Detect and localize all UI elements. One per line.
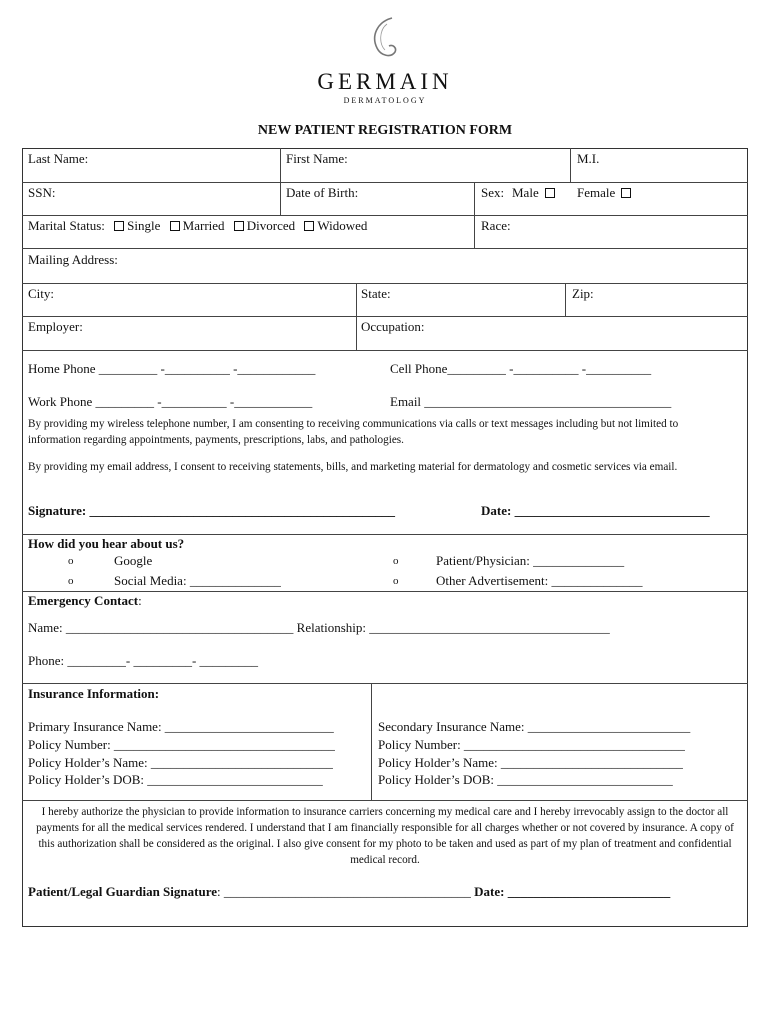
widowed-label: Widowed [317,218,368,233]
guardian-signature-row[interactable] [28,884,670,900]
checkbox-icon[interactable] [545,188,555,198]
brand-name: GERMAIN [317,69,453,94]
home-phone-field[interactable]: Home Phone _________ -__________ -____________ [28,361,316,376]
marital-status-label: Marital Status: [28,218,105,233]
emergency-phone-field[interactable]: Phone: _________- _________- _________ [28,653,259,668]
married-label: Married [182,218,225,233]
email-consent-text: By providing my email address, I consent to receiving statements, bills, and marketing material for dermatology and cosmetic services via email. [28,461,678,473]
guardian-signature-line[interactable]: : ______________________________________ [217,884,471,899]
col-divider [356,283,357,350]
phone-consent-text: By providing my wireless telephone number, I am consenting to receiving communications via calls or text messages including but not limited to information regarding appointments, payments, prescriptions, labs, and pathologies. [28,418,679,446]
secondary-insurance-name-field[interactable]: Secondary Insurance Name: _________________________ [378,719,691,734]
row-divider [22,350,748,351]
emergency-contact-colon: : [138,593,142,608]
germain-swirl-icon [365,14,405,66]
row-divider [22,215,748,216]
form-title: NEW PATIENT REGISTRATION FORM [257,123,513,138]
authorization-text: I hereby authorize the physician to provide information to insurance carriers concerning my medical care and I hereby irrevocably assign to the doctor all payments for all the medical services rendered. I understand that I am financially responsible for all charges whether or not covered by insurance. A copy of this authorization shall be considered as the original. I also give consent for my photo to be taken and used as part of my plan of treatment and confidential medical record. [36,806,734,866]
single-label: Single [127,218,161,233]
logo [0,14,770,105]
cell-phone-field[interactable]: Cell Phone_________ -__________ -__________ [390,361,652,376]
row-divider [22,316,748,317]
radio-icon[interactable]: o [68,575,74,587]
guardian-date-label: Date [474,884,501,899]
sex-label: Sex: [481,185,505,200]
radio-icon[interactable]: o [393,555,399,567]
secondary-holder-dob-field[interactable]: Policy Holder’s DOB: ___________________________ [378,772,673,787]
emergency-contact-heading [28,593,142,609]
state-field[interactable]: State: [361,286,391,301]
female-label: Female [577,185,616,200]
secondary-policy-number-field[interactable]: Policy Number: __________________________________ [378,737,685,752]
social-media-option[interactable]: Social Media: ______________ [114,573,281,588]
col-divider [570,148,571,182]
first-name-field[interactable]: First Name: [286,151,348,166]
primary-holder-name-field[interactable]: Policy Holder’s Name: ____________________________ [28,755,333,770]
signature-field[interactable]: Signature: _______________________________________________ [28,503,396,518]
checkbox-icon[interactable] [304,221,314,231]
dob-field[interactable]: Date of Birth: [286,185,359,200]
primary-policy-number-field[interactable]: Policy Number: __________________________________ [28,737,335,752]
marital-status-group [28,218,367,234]
last-name-field[interactable]: Last Name: [28,151,89,166]
row-divider [22,182,748,183]
work-phone-field[interactable]: Work Phone _________ -__________ -____________ [28,394,313,409]
hear-about-heading: How did you hear about us? [28,536,185,551]
emergency-contact-title: Emergency Contact [28,593,139,608]
occupation-field[interactable]: Occupation: [361,319,425,334]
row-divider [22,800,748,801]
middle-initial-field[interactable]: M.I. [577,151,600,166]
radio-icon[interactable]: o [393,575,399,587]
other-advertisement-option[interactable]: Other Advertisement: ______________ [436,573,643,588]
employer-field[interactable]: Employer: [28,319,83,334]
emergency-name-field[interactable]: Name: ___________________________________ Relationship: _____________________________________ [28,620,610,635]
email-field[interactable]: Email ______________________________________ [390,394,672,409]
checkbox-icon[interactable] [114,221,124,231]
brand-subtitle: DERMATOLOGY [343,96,427,105]
checkbox-icon[interactable] [170,221,180,231]
race-field[interactable]: Race: [481,218,511,233]
secondary-holder-name-field[interactable]: Policy Holder’s Name: ____________________________ [378,755,683,770]
signature-date-field[interactable]: Date: ______________________________ [481,503,710,518]
ssn-field[interactable]: SSN: [28,185,56,200]
divorced-label: Divorced [246,218,296,233]
col-divider [565,283,566,316]
patient-physician-option[interactable]: Patient/Physician: ______________ [436,553,625,568]
sex-male-option[interactable] [512,185,558,201]
insurance-heading: Insurance Information: [28,686,160,701]
row-divider [22,248,748,249]
row-divider [22,683,748,684]
row-divider [22,534,748,535]
city-field[interactable]: City: [28,286,55,301]
male-label: Male [512,185,539,200]
row-divider [22,283,748,284]
primary-holder-dob-field[interactable]: Policy Holder’s DOB: ___________________________ [28,772,323,787]
zip-field[interactable]: Zip: [572,286,594,301]
google-option[interactable]: Google [114,553,153,568]
guardian-date-line[interactable]: : _________________________ [500,884,671,899]
checkbox-icon[interactable] [621,188,631,198]
row-divider [22,591,748,592]
col-divider [280,148,281,215]
col-divider [371,683,372,800]
col-divider [474,182,475,248]
sex-female-option[interactable] [577,185,634,201]
primary-insurance-name-field[interactable]: Primary Insurance Name: __________________________ [28,719,334,734]
radio-icon[interactable]: o [68,555,74,567]
guardian-signature-label: Patient/Legal Guardian Signature [28,884,217,899]
checkbox-icon[interactable] [234,221,244,231]
mailing-address-field[interactable]: Mailing Address: [28,252,118,267]
